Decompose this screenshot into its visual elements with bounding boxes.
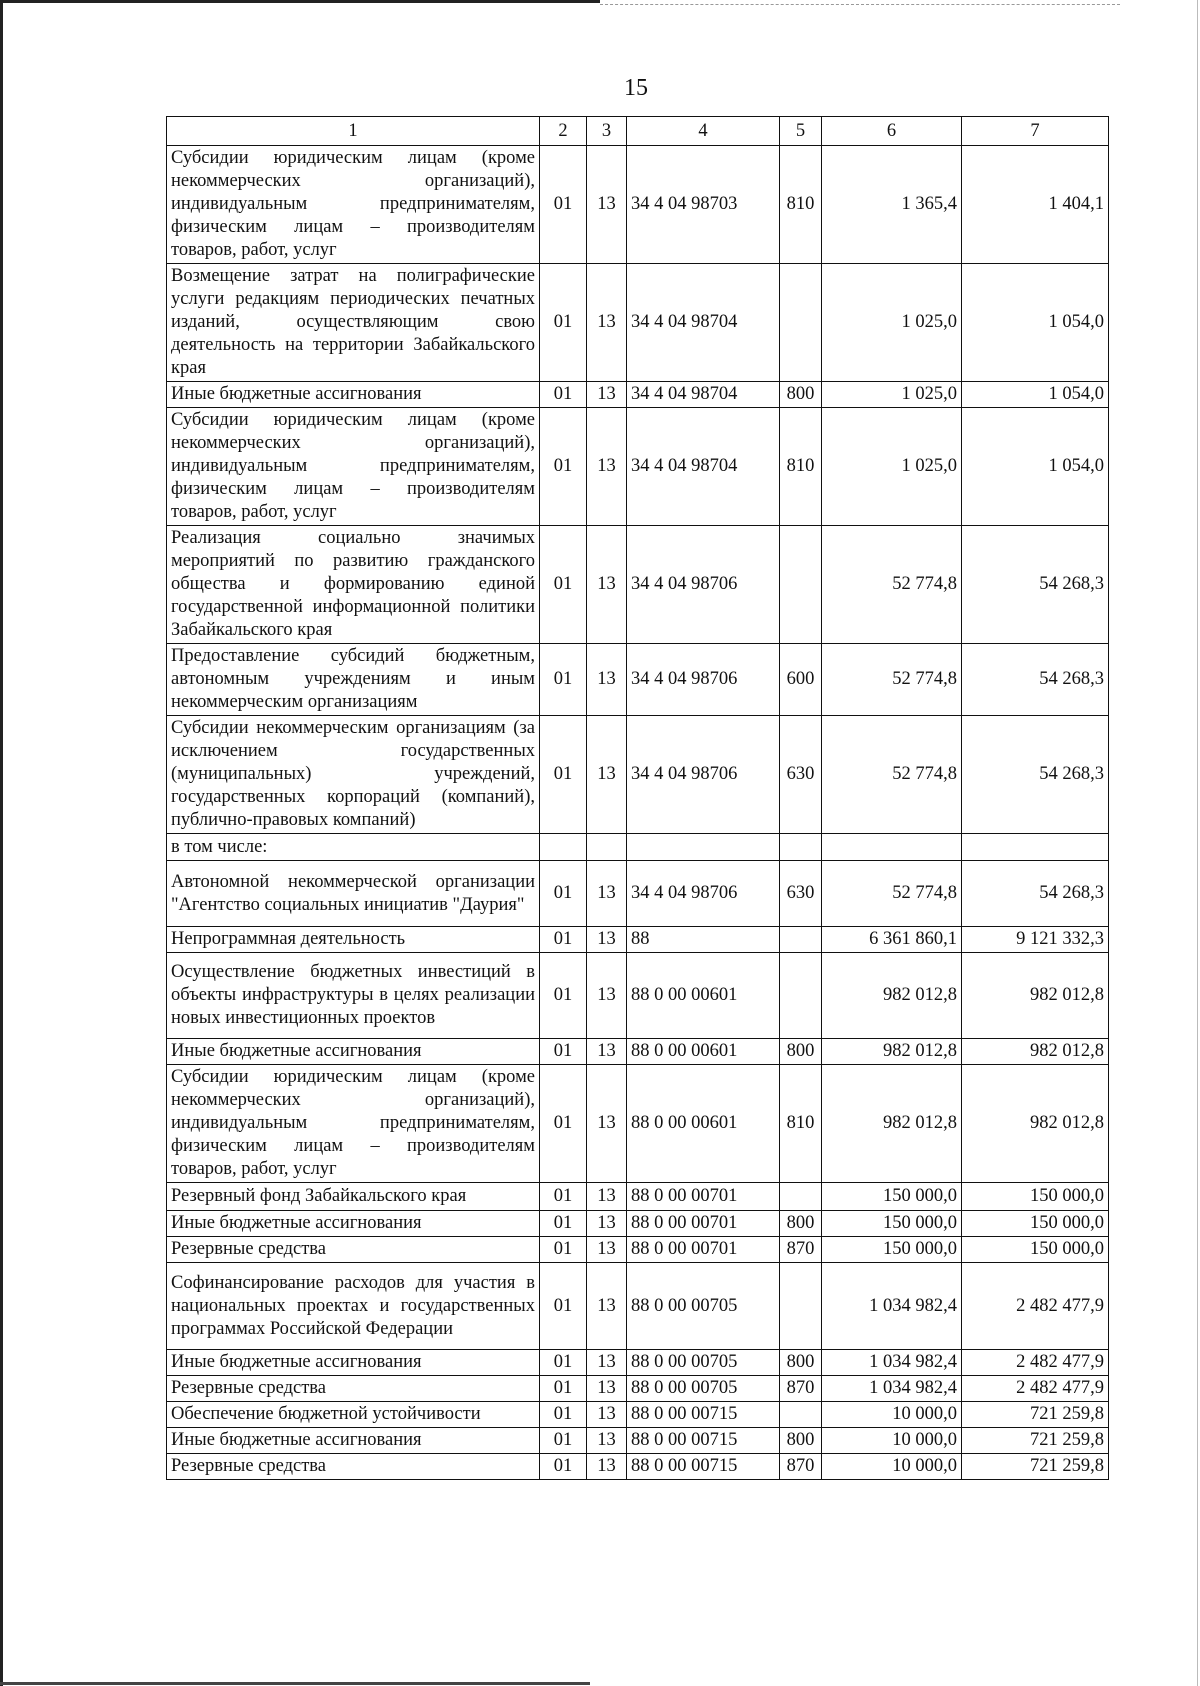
table-row — [167, 382, 1109, 408]
amount-year2-cell: 982 012,8 — [962, 1065, 1109, 1183]
page-number: 15 — [624, 75, 648, 101]
amount-year2-cell: 150 000,0 — [962, 1237, 1109, 1263]
section-cell: 01 — [540, 861, 587, 927]
section-cell: 01 — [540, 382, 587, 408]
row-name-cell: Непрограммная деятельность — [167, 927, 540, 953]
section-cell: 01 — [540, 1402, 587, 1428]
section-cell: 01 — [540, 1350, 587, 1376]
target-article-cell: 34 4 04 98703 — [627, 146, 780, 264]
expense-type-cell — [780, 927, 822, 953]
scan-edge-left — [0, 0, 3, 1686]
expense-type-cell — [780, 1402, 822, 1428]
row-name-cell: Возмещение затрат на полиграфические услуги редакциям периодических печатных изданий, осуществляющим свою деятельность на территории Забайкальского края — [167, 264, 540, 382]
budget-table — [166, 116, 1109, 1480]
column-header: 6 — [822, 117, 962, 146]
amount-year1-cell: 1 365,4 — [822, 146, 962, 264]
table-row — [167, 1428, 1109, 1454]
subsection-cell: 13 — [587, 1237, 627, 1263]
amount-year1-cell: 1 034 982,4 — [822, 1376, 962, 1402]
target-article-cell: 34 4 04 98704 — [627, 264, 780, 382]
expense-type-cell — [780, 834, 822, 861]
row-name-cell: Резервные средства — [167, 1376, 540, 1402]
subsection-cell: 13 — [587, 1428, 627, 1454]
section-cell: 01 — [540, 1237, 587, 1263]
section-cell: 01 — [540, 716, 587, 834]
table-header-row — [167, 117, 1109, 146]
amount-year2-cell: 54 268,3 — [962, 716, 1109, 834]
section-cell: 01 — [540, 927, 587, 953]
expense-type-cell: 600 — [780, 644, 822, 716]
target-article-cell: 88 0 00 00705 — [627, 1376, 780, 1402]
row-name-cell: Иные бюджетные ассигнования — [167, 382, 540, 408]
amount-year1-cell: 52 774,8 — [822, 644, 962, 716]
row-name-cell: Реализация социально значимых мероприятий по развитию гражданского общества и формированию единой государственной информационной политики Забайкальского края — [167, 526, 540, 644]
expense-type-cell: 810 — [780, 146, 822, 264]
target-article-cell: 88 0 00 00601 — [627, 1065, 780, 1183]
table-row — [167, 526, 1109, 644]
section-cell: 01 — [540, 526, 587, 644]
table-row — [167, 834, 1109, 861]
section-cell: 01 — [540, 1428, 587, 1454]
subsection-cell: 13 — [587, 264, 627, 382]
target-article-cell: 88 0 00 00715 — [627, 1428, 780, 1454]
target-article-cell: 88 0 00 00601 — [627, 953, 780, 1039]
column-header: 5 — [780, 117, 822, 146]
target-article-cell: 88 0 00 00715 — [627, 1454, 780, 1480]
amount-year1-cell: 1 025,0 — [822, 382, 962, 408]
row-name-cell: Иные бюджетные ассигнования — [167, 1211, 540, 1237]
amount-year2-cell: 721 259,8 — [962, 1402, 1109, 1428]
amount-year2-cell: 54 268,3 — [962, 526, 1109, 644]
target-article-cell: 34 4 04 98706 — [627, 644, 780, 716]
row-name-cell: Обеспечение бюджетной устойчивости — [167, 1402, 540, 1428]
expense-type-cell: 870 — [780, 1237, 822, 1263]
expense-type-cell — [780, 264, 822, 382]
scan-edge-top — [0, 0, 600, 3]
amount-year1-cell: 982 012,8 — [822, 953, 962, 1039]
table-row — [167, 1065, 1109, 1183]
expense-type-cell: 630 — [780, 716, 822, 834]
target-article-cell: 88 0 00 00701 — [627, 1211, 780, 1237]
target-article-cell: 34 4 04 98706 — [627, 716, 780, 834]
section-cell: 01 — [540, 264, 587, 382]
subsection-cell: 13 — [587, 1039, 627, 1065]
row-name-cell: Субсидии юридическим лицам (кроме некоммерческих организаций), индивидуальным предпринимателям, физическим лицам – производителям товаров, работ, услуг — [167, 408, 540, 526]
section-cell: 01 — [540, 1376, 587, 1402]
expense-type-cell — [780, 1263, 822, 1350]
expense-type-cell: 800 — [780, 382, 822, 408]
amount-year2-cell: 150 000,0 — [962, 1211, 1109, 1237]
row-name-cell: Субсидии некоммерческим организациям (за исключением государственных (муниципальных) учреждений, государственных корпораций (компаний), публично-правовых компаний) — [167, 716, 540, 834]
subsection-cell: 13 — [587, 1183, 627, 1211]
subsection-cell: 13 — [587, 526, 627, 644]
section-cell: 01 — [540, 644, 587, 716]
subsection-cell: 13 — [587, 408, 627, 526]
subsection-cell: 13 — [587, 1376, 627, 1402]
target-article-cell: 88 0 00 00701 — [627, 1237, 780, 1263]
expense-type-cell: 870 — [780, 1376, 822, 1402]
expense-type-cell: 870 — [780, 1454, 822, 1480]
table-row — [167, 1039, 1109, 1065]
target-article-cell: 34 4 04 98704 — [627, 408, 780, 526]
subsection-cell: 13 — [587, 146, 627, 264]
amount-year1-cell: 150 000,0 — [822, 1183, 962, 1211]
amount-year1-cell: 52 774,8 — [822, 861, 962, 927]
target-article-cell: 88 0 00 00701 — [627, 1183, 780, 1211]
amount-year1-cell: 10 000,0 — [822, 1402, 962, 1428]
table-row — [167, 264, 1109, 382]
amount-year2-cell: 982 012,8 — [962, 1039, 1109, 1065]
amount-year2-cell: 721 259,8 — [962, 1454, 1109, 1480]
row-name-cell: Софинансирование расходов для участия в национальных проектах и государственных программах Российской Федерации — [167, 1263, 540, 1350]
amount-year1-cell: 10 000,0 — [822, 1428, 962, 1454]
amount-year2-cell: 9 121 332,3 — [962, 927, 1109, 953]
section-cell — [540, 834, 587, 861]
section-cell: 01 — [540, 1039, 587, 1065]
row-name-cell: Субсидии юридическим лицам (кроме некоммерческих организаций), индивидуальным предпринимателям, физическим лицам – производителям товаров, работ, услуг — [167, 146, 540, 264]
scan-edge-top-dashed — [600, 4, 1120, 6]
target-article-cell: 88 0 00 00715 — [627, 1402, 780, 1428]
row-name-cell: Иные бюджетные ассигнования — [167, 1039, 540, 1065]
amount-year2-cell: 54 268,3 — [962, 644, 1109, 716]
table-row — [167, 716, 1109, 834]
subsection-cell: 13 — [587, 861, 627, 927]
expense-type-cell: 800 — [780, 1039, 822, 1065]
amount-year1-cell: 1 025,0 — [822, 264, 962, 382]
table-row — [167, 1376, 1109, 1402]
subsection-cell: 13 — [587, 1211, 627, 1237]
amount-year1-cell: 982 012,8 — [822, 1039, 962, 1065]
subsection-cell: 13 — [587, 1350, 627, 1376]
amount-year2-cell: 54 268,3 — [962, 861, 1109, 927]
amount-year2-cell: 721 259,8 — [962, 1428, 1109, 1454]
amount-year2-cell: 2 482 477,9 — [962, 1376, 1109, 1402]
amount-year1-cell: 1 034 982,4 — [822, 1263, 962, 1350]
row-name-cell: Субсидии юридическим лицам (кроме некоммерческих организаций), индивидуальным предпринимателям, физическим лицам – производителям товаров, работ, услуг — [167, 1065, 540, 1183]
amount-year1-cell: 1 025,0 — [822, 408, 962, 526]
section-cell: 01 — [540, 1183, 587, 1211]
expense-type-cell: 800 — [780, 1428, 822, 1454]
section-cell: 01 — [540, 408, 587, 526]
table-row — [167, 1402, 1109, 1428]
target-article-cell: 88 0 00 00601 — [627, 1039, 780, 1065]
section-cell: 01 — [540, 1211, 587, 1237]
subsection-cell: 13 — [587, 953, 627, 1039]
row-name-cell: Осуществление бюджетных инвестиций в объекты инфраструктуры в целях реализации новых инвестиционных проектов — [167, 953, 540, 1039]
scan-edge-right — [1197, 0, 1198, 1686]
expense-type-cell: 810 — [780, 1065, 822, 1183]
row-name-cell: Резервный фонд Забайкальского края — [167, 1183, 540, 1211]
table-row — [167, 927, 1109, 953]
table-row — [167, 1183, 1109, 1211]
row-name-cell: Предоставление субсидий бюджетным, автономным учреждениям и иным некоммерческим организациям — [167, 644, 540, 716]
expense-type-cell — [780, 953, 822, 1039]
subsection-cell: 13 — [587, 644, 627, 716]
expense-type-cell — [780, 1183, 822, 1211]
amount-year2-cell: 2 482 477,9 — [962, 1263, 1109, 1350]
target-article-cell: 88 0 00 00705 — [627, 1263, 780, 1350]
column-header: 2 — [540, 117, 587, 146]
subsection-cell — [587, 834, 627, 861]
column-header: 3 — [587, 117, 627, 146]
subsection-cell: 13 — [587, 382, 627, 408]
target-article-cell: 34 4 04 98706 — [627, 526, 780, 644]
amount-year2-cell: 1 404,1 — [962, 146, 1109, 264]
table-row — [167, 953, 1109, 1039]
row-name-cell: Автономной некоммерческой организации "Агентство социальных инициатив "Даурия" — [167, 861, 540, 927]
row-name-cell: в том числе: — [167, 834, 540, 861]
expense-type-cell: 810 — [780, 408, 822, 526]
table-row — [167, 408, 1109, 526]
table-row — [167, 1237, 1109, 1263]
target-article-cell: 34 4 04 98706 — [627, 861, 780, 927]
amount-year1-cell — [822, 834, 962, 861]
target-article-cell: 88 — [627, 927, 780, 953]
table-row — [167, 146, 1109, 264]
scan-edge-bottom — [0, 1682, 590, 1685]
expense-type-cell: 630 — [780, 861, 822, 927]
section-cell: 01 — [540, 146, 587, 264]
subsection-cell: 13 — [587, 716, 627, 834]
row-name-cell: Резервные средства — [167, 1454, 540, 1480]
row-name-cell: Резервные средства — [167, 1237, 540, 1263]
amount-year2-cell: 1 054,0 — [962, 408, 1109, 526]
column-header: 1 — [167, 117, 540, 146]
subsection-cell: 13 — [587, 1263, 627, 1350]
table-row — [167, 1211, 1109, 1237]
amount-year2-cell: 1 054,0 — [962, 264, 1109, 382]
expense-type-cell — [780, 526, 822, 644]
expense-type-cell: 800 — [780, 1211, 822, 1237]
section-cell: 01 — [540, 953, 587, 1039]
table-row — [167, 1263, 1109, 1350]
column-header: 4 — [627, 117, 780, 146]
section-cell: 01 — [540, 1065, 587, 1183]
target-article-cell: 34 4 04 98704 — [627, 382, 780, 408]
amount-year1-cell: 150 000,0 — [822, 1211, 962, 1237]
subsection-cell: 13 — [587, 927, 627, 953]
amount-year2-cell: 150 000,0 — [962, 1183, 1109, 1211]
amount-year1-cell: 52 774,8 — [822, 526, 962, 644]
subsection-cell: 13 — [587, 1402, 627, 1428]
section-cell: 01 — [540, 1454, 587, 1480]
expense-type-cell: 800 — [780, 1350, 822, 1376]
target-article-cell — [627, 834, 780, 861]
amount-year1-cell: 1 034 982,4 — [822, 1350, 962, 1376]
amount-year1-cell: 150 000,0 — [822, 1237, 962, 1263]
table-row — [167, 1350, 1109, 1376]
amount-year2-cell: 1 054,0 — [962, 382, 1109, 408]
target-article-cell: 88 0 00 00705 — [627, 1350, 780, 1376]
amount-year1-cell: 52 774,8 — [822, 716, 962, 834]
section-cell: 01 — [540, 1263, 587, 1350]
amount-year1-cell: 6 361 860,1 — [822, 927, 962, 953]
table-row — [167, 1454, 1109, 1480]
amount-year1-cell: 10 000,0 — [822, 1454, 962, 1480]
row-name-cell: Иные бюджетные ассигнования — [167, 1350, 540, 1376]
table-row — [167, 861, 1109, 927]
table-row — [167, 644, 1109, 716]
amount-year2-cell: 982 012,8 — [962, 953, 1109, 1039]
amount-year1-cell: 982 012,8 — [822, 1065, 962, 1183]
amount-year2-cell: 2 482 477,9 — [962, 1350, 1109, 1376]
subsection-cell: 13 — [587, 1065, 627, 1183]
row-name-cell: Иные бюджетные ассигнования — [167, 1428, 540, 1454]
amount-year2-cell — [962, 834, 1109, 861]
column-header: 7 — [962, 117, 1109, 146]
subsection-cell: 13 — [587, 1454, 627, 1480]
